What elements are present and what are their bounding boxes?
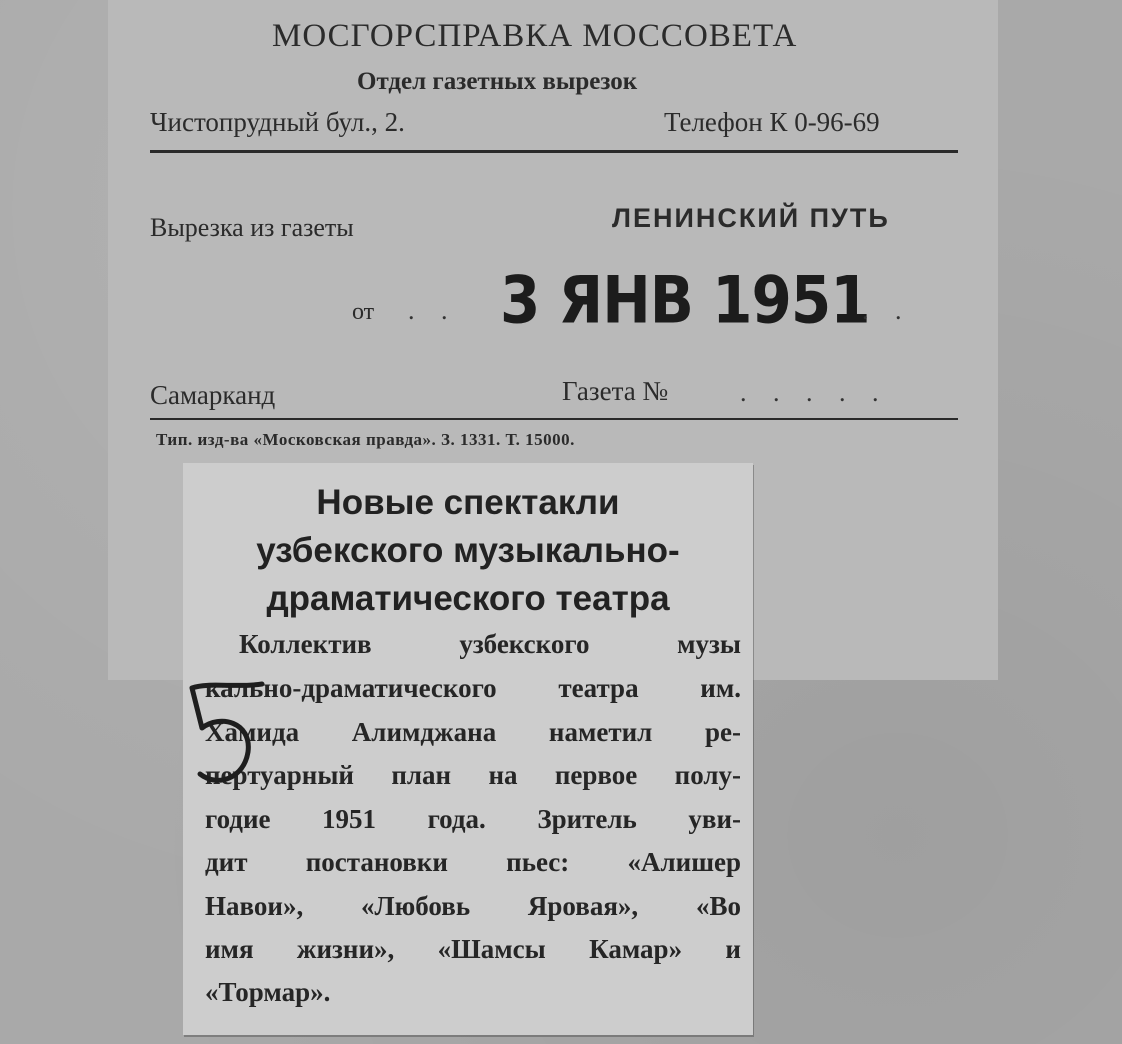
phone-number: Телефон К 0-96-69 xyxy=(664,107,880,137)
address: Чистопрудный бул., 2. xyxy=(150,107,405,137)
article-line: «Тормар». xyxy=(205,977,331,1007)
city-name: Самарканд xyxy=(150,380,276,410)
date-label: от xyxy=(352,299,375,325)
newspaper-number-label: Газета № xyxy=(562,376,669,406)
department-name: Отдел газетных вырезок xyxy=(357,68,638,95)
headline-line: драматического театра xyxy=(266,579,670,618)
article-line: имя жизни», «Шамсы Камар» и xyxy=(205,934,741,964)
fill-dots: . . . . . xyxy=(740,378,889,407)
article-headline xyxy=(183,479,753,623)
header-divider xyxy=(150,150,958,153)
organization-name: МОСГОРСПРАВКА МОССОВЕТА xyxy=(272,18,798,54)
fill-dots: . . xyxy=(408,296,458,325)
headline-line: узбекского музыкально- xyxy=(256,531,680,570)
print-info: Тип. изд-ва «Московская правда». З. 1331. Т. 15000. xyxy=(156,430,575,449)
handwritten-number-mark xyxy=(178,666,278,796)
article-line: Хамида Алимджана наметил ре- xyxy=(205,717,741,747)
article-line: Навои», «Любовь Яровая», «Во xyxy=(205,891,741,921)
newspaper-name: ЛЕНИНСКИЙ ПУТЬ xyxy=(612,203,890,233)
date-stamp: 3 ЯНВ 1951 xyxy=(500,262,870,339)
article-line: кально-драматического театра им. xyxy=(205,673,741,703)
article-line: годие 1951 года. Зритель уви- xyxy=(205,804,741,834)
article-line: пертуарный план на первое полу- xyxy=(205,760,741,790)
article-line: Коллектив узбекского музы xyxy=(239,629,741,659)
headline-line: Новые спектакли xyxy=(316,483,620,522)
article-line: дит постановки пьес: «Алишер xyxy=(205,847,741,877)
form-divider xyxy=(150,418,958,420)
fill-dots: . . xyxy=(862,296,912,325)
clipping-label: Вырезка из газеты xyxy=(150,213,354,242)
